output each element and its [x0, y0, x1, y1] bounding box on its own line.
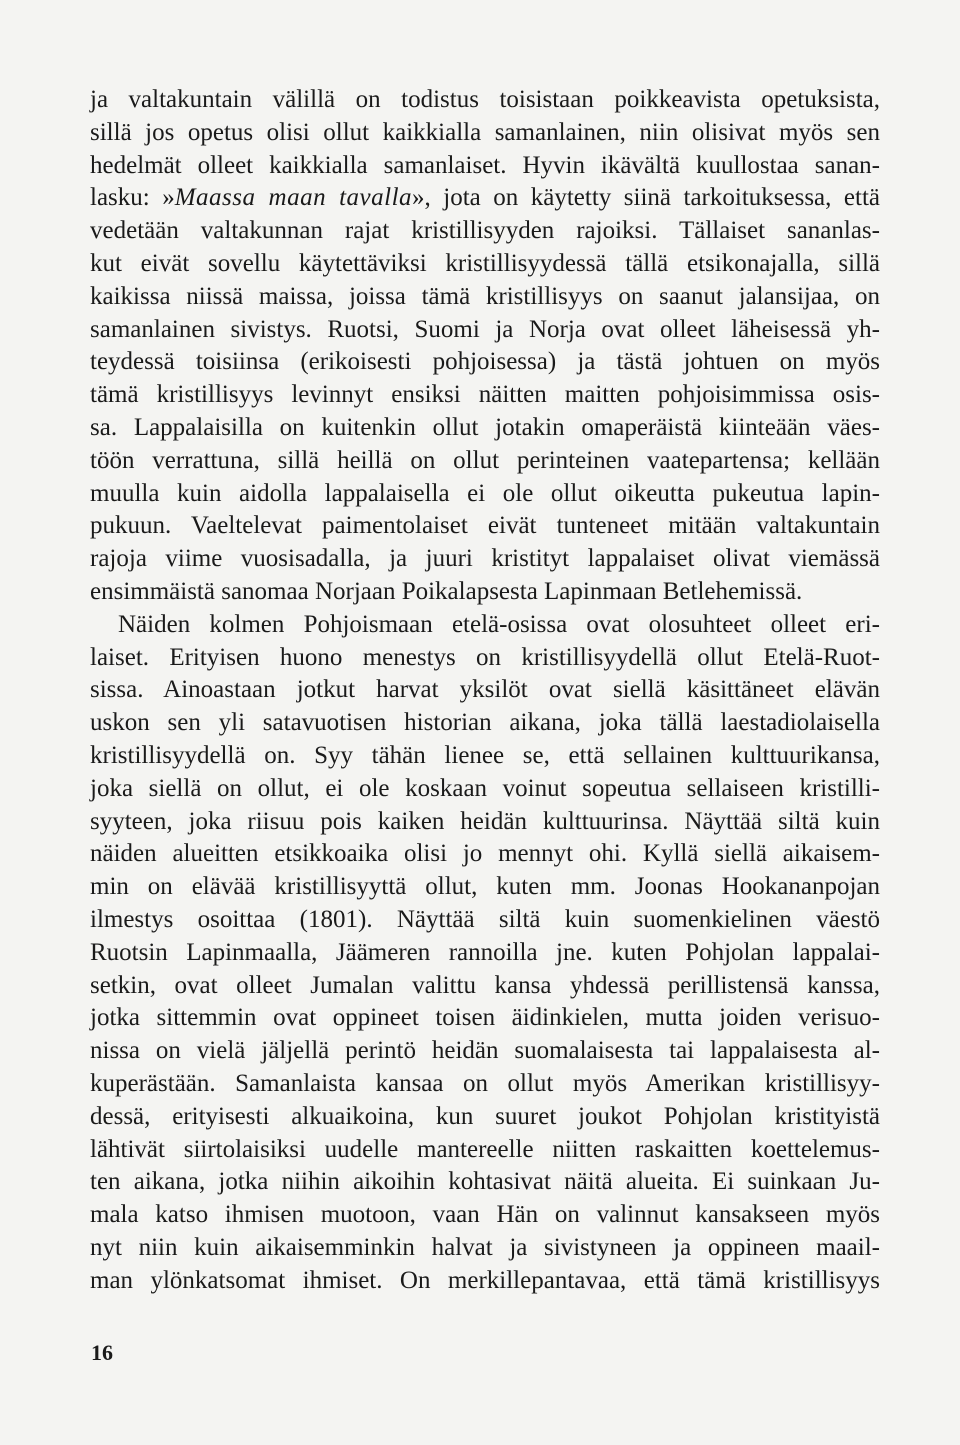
text-line: tämä kristillisyys levinnyt ensiksi näitten maitten pohjoisimmissa osis- — [90, 381, 880, 409]
text-line: nyt niin kuin aikaisemminkin halvat ja sivistyneen ja oppineen maail- — [90, 1233, 880, 1261]
text-line: samanlainen sivistys. Ruotsi, Suomi ja Norja ovat olleet läheisessä yh- — [90, 315, 880, 343]
text-line: rajoja viime vuosisadalla, ja juuri kristityt lappalaiset olivat viemässä — [90, 545, 880, 573]
text-line: uskon sen yli satavuotisen historian aikana, joka tällä laestadiolaisella — [90, 709, 880, 737]
text-line: man ylönkatsomat ihmiset. On merkillepantavaa, että tämä kristillisyys — [90, 1266, 880, 1294]
text-line: kristillisyydellä on. Syy tähän lienee se, että sellainen kulttuurikansa, — [90, 741, 880, 769]
text-line: töön verrattuna, sillä heillä on ollut perinteinen vaatepartensa; kellään — [90, 446, 880, 474]
text-line: vedetään valtakunnan rajat kristillisyyden rajoiksi. Tällaiset sananlas- — [90, 217, 880, 245]
text-line: kaikissa niissä maissa, joissa tämä kristillisyys on saanut jalansijaa, on — [90, 282, 880, 310]
text-line: ensimmäistä sanomaa Norjaan Poikalapsesta Lapinmaan Betlehemissä. — [90, 577, 803, 605]
text-line: muulla kuin aidolla lappalaisella ei ole ollut oikeutta pukeutua lapin- — [90, 479, 880, 507]
text-line: sillä jos opetus olisi ollut kaikkialla samanlainen, niin olisivat myös sen — [90, 118, 880, 146]
text-line: Ruotsin Lapinmaalla, Jäämeren rannoilla jne. kuten Pohjolan lappalai- — [90, 938, 880, 966]
text-line — [90, 182, 880, 215]
text-line: ja valtakuntain välillä on todistus toisistaan poikkeavista opetuksista, — [90, 86, 880, 113]
text-line: ten aikana, jotka niihin aikoihin kohtasivat näitä alueita. Ei suinkaan Ju- — [90, 1168, 880, 1196]
italic-phrase: Maassa maan tavalla — [174, 184, 413, 212]
text-line: mala katso ihmisen muotoon, vaan Hän on valinnut kansakseen myös — [90, 1201, 880, 1229]
text-line: nissa on vielä jäljellä perintö heidän suomalaisesta tai lappalaisesta al- — [90, 1037, 880, 1065]
body-text — [90, 84, 880, 1297]
text-line: lähtivät siirtolaisiksi uudelle mantereelle niitten raskaitten koettelemus- — [90, 1135, 880, 1163]
text-line: laiset. Erityisen huono menestys on kristillisyydellä ollut Etelä-Ruot- — [90, 643, 880, 671]
text-line: syyteen, joka riisuu pois kaiken heidän kulttuurinsa. Näyttää siltä kuin — [90, 807, 880, 835]
text-line: hedelmät olleet kaikkialla samanlaiset. Hyvin ikävältä kuullostaa sanan- — [90, 151, 880, 179]
text-line: jotka sittemmin ovat oppineet toisen äidinkielen, mutta joiden verisuo- — [90, 1004, 880, 1032]
text-line: sa. Lappalaisilla on kuitenkin ollut jotakin omaperäistä kiinteään väes- — [90, 413, 880, 441]
text-line: ilmestys osoittaa (1801). Näyttää siltä kuin suomenkielinen väestö — [90, 905, 880, 933]
text-line: Näiden kolmen Pohjoismaan etelä-osissa ovat olosuhteet olleet eri- — [118, 610, 880, 638]
text-line: min on elävää kristillisyyttä ollut, kuten mm. Joonas Hookananpojan — [90, 873, 880, 901]
text-line: teydessä toisiinsa (erikoisesti pohjoisessa) ja tästä johtuen on myös — [90, 348, 880, 376]
text-line: dessä, erityisesti alkuaikoina, kun suuret joukot Pohjolan kristityistä — [90, 1102, 880, 1130]
text-line: setkin, ovat olleet Jumalan valittu kansa yhdessä perillistensä kanssa, — [90, 971, 880, 999]
page-number: 16 — [91, 1340, 113, 1365]
text-line: kuperästään. Samanlaista kansaa on ollut myös Amerikan kristillisyy- — [90, 1069, 880, 1097]
text-line: kut eivät sovellu käytettäviksi kristillisyydessä tällä etsikonajalla, sillä — [90, 249, 880, 277]
text-line: joka siellä on ollut, ei ole koskaan voinut sopeutua sellaiseen kristilli- — [90, 774, 880, 802]
text-segment: lasku: » — [90, 184, 175, 212]
text-line: pukuun. Vaeltelevat paimentolaiset eivät tunteneet mitään valtakuntain — [90, 512, 880, 540]
text-segment: », jota on käytetty siinä tarkoituksessa, että — [412, 184, 880, 212]
text-line: näiden alueitten etsikkoaika olisi jo mennyt ohi. Kyllä siellä aikaisem- — [90, 840, 880, 868]
text-line: sissa. Ainoastaan jotkut harvat yksilöt ovat siellä käsittäneet elävän — [90, 676, 880, 704]
